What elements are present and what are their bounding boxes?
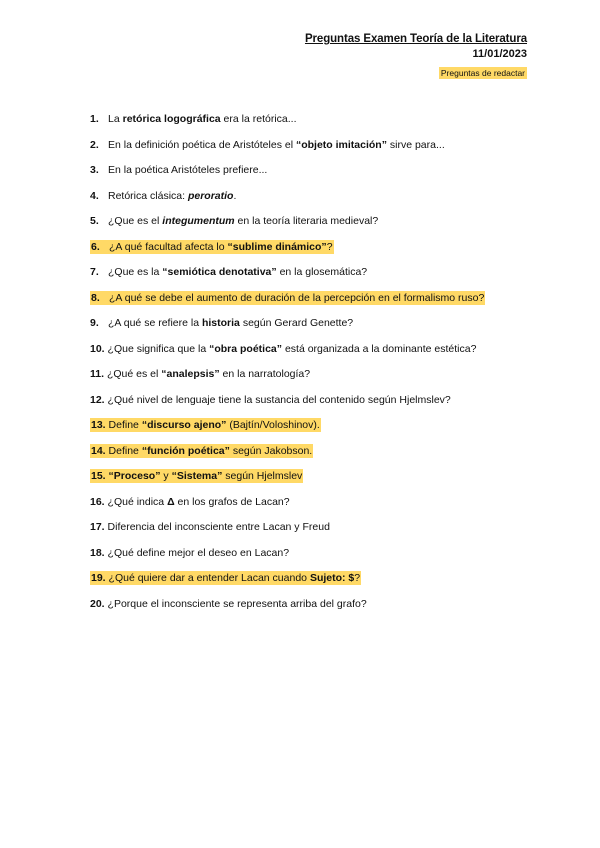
question-number: 19. (91, 572, 106, 584)
question-item (90, 112, 530, 138)
question-number: 10. (90, 342, 105, 355)
question-text: según Hjelmslev (222, 470, 303, 482)
question-content (90, 571, 361, 585)
question-item (90, 495, 530, 521)
question-text: ¿A qué se refiere la (108, 317, 202, 329)
question-text: ? (326, 240, 333, 253)
question-number: 18. (90, 546, 105, 559)
question-content (90, 317, 353, 329)
question-text: ¿Que es la (108, 266, 163, 278)
question-content (90, 139, 445, 151)
question-content (90, 266, 367, 278)
question-text: retórica logográfica (122, 113, 221, 125)
question-number: 14. (91, 444, 106, 457)
question-text: Define (108, 444, 142, 457)
question-content (90, 547, 289, 559)
question-text: Diferencia del inconsciente entre Lacan y Freud (107, 521, 330, 533)
question-text: En la definición poética de Aristóteles el (108, 138, 296, 151)
question-content (90, 444, 313, 458)
question-item (90, 571, 530, 597)
question-number: 17. (90, 521, 105, 533)
question-text: ¿Qué define mejor el deseo en Lacan? (107, 546, 290, 559)
question-text: y (160, 470, 172, 482)
question-text: Δ (167, 495, 175, 508)
question-text: según Gerard Genette? (239, 317, 354, 329)
question-content (90, 215, 378, 227)
question-text: En la poética Aristóteles prefiere... (108, 164, 268, 176)
question-number: 16. (90, 495, 105, 508)
question-item (90, 316, 530, 342)
question-number: 5. (90, 215, 99, 227)
question-number: 12. (90, 393, 105, 406)
question-content (90, 190, 236, 202)
question-number: 13. (91, 419, 106, 431)
question-text: “analepsis” (161, 368, 220, 380)
question-content (90, 469, 303, 483)
question-text: en la narratología? (219, 368, 311, 380)
question-item (90, 367, 530, 393)
question-item (90, 469, 530, 495)
question-item (90, 520, 530, 546)
question-text: ¿Que significa que la (107, 342, 210, 355)
question-number: 6. (91, 240, 100, 253)
question-number: 9. (90, 317, 99, 329)
question-number: 20. (90, 597, 105, 610)
question-item (90, 597, 530, 623)
question-number: 2. (90, 138, 99, 151)
question-text: en los grafos de Lacan? (174, 495, 290, 508)
question-text: “función poética” (141, 444, 230, 457)
question-item (90, 163, 530, 189)
question-text: está organizada a la dominante estética? (282, 342, 477, 355)
question-text: ¿A qué se debe el aumento de duración de la percepción en el formalismo ruso? (109, 291, 485, 304)
question-text: peroratio (187, 189, 234, 202)
question-item (90, 393, 530, 419)
question-number: 8. (91, 291, 100, 304)
question-item (90, 214, 530, 240)
question-text: en la glosemática? (276, 266, 368, 278)
question-text: ¿Qué quiere dar a entender Lacan cuando (108, 572, 310, 584)
question-text: “discurso ajeno” (141, 419, 227, 431)
question-text: ? (354, 572, 361, 584)
question-text: “Proceso” (108, 470, 161, 482)
document-title: Preguntas Examen Teoría de la Literatura (304, 33, 527, 45)
question-content (90, 343, 476, 355)
question-item (90, 138, 530, 164)
question-text: (Bajtín/Voloshinov). (226, 419, 320, 431)
question-text: Sujeto: $ (309, 572, 355, 584)
question-text: ¿Porque el inconsciente se representa arriba del grafo? (107, 597, 367, 610)
question-content (90, 368, 310, 380)
question-text: historia (201, 317, 240, 329)
question-content (90, 240, 334, 254)
document-subtitle: Preguntas de redactar (440, 68, 525, 78)
question-number: 11. (90, 368, 105, 380)
question-number: 1. (90, 113, 99, 125)
question-text: ¿Qué indica (107, 495, 168, 508)
question-text: ¿A qué facultad afecta lo (109, 240, 228, 253)
question-content (90, 418, 321, 432)
question-text: “obra poética” (209, 342, 283, 355)
question-content (90, 598, 367, 610)
question-text: en la teoría literaria medieval? (234, 215, 379, 227)
question-item (90, 291, 530, 317)
question-text: sirve para... (386, 138, 445, 151)
question-text: . (233, 189, 237, 202)
question-number: 7. (90, 266, 99, 278)
document-header (305, 33, 527, 81)
question-number: 15. (91, 470, 106, 482)
question-text: “objeto imitación” (295, 138, 387, 151)
question-list (90, 112, 530, 622)
question-item (90, 189, 530, 215)
question-item (90, 265, 530, 291)
question-content (90, 164, 267, 176)
question-text: La (108, 113, 123, 125)
question-item (90, 342, 530, 368)
question-text: Retórica clásica: (108, 189, 188, 202)
question-text: ¿Qué nivel de lenguaje tiene la sustancia del contenido según Hjelmslev? (107, 393, 451, 406)
question-number: 3. (90, 164, 99, 176)
question-text: “sublime dinámico” (227, 240, 327, 253)
question-content (90, 394, 451, 406)
question-text: era la retórica... (220, 113, 297, 125)
question-text: ¿Qué es el (106, 368, 162, 380)
question-item (90, 240, 530, 266)
question-item (90, 546, 530, 572)
question-text: Define (108, 419, 142, 431)
question-content (90, 496, 290, 508)
question-text: integumentum (162, 215, 235, 227)
question-item (90, 444, 530, 470)
question-text: “semiótica denotativa” (162, 266, 277, 278)
question-item (90, 418, 530, 444)
question-content (90, 521, 330, 533)
question-text: según Jakobson. (229, 444, 313, 457)
question-text: “Sistema” (171, 470, 223, 482)
question-content (90, 113, 297, 125)
question-content (90, 291, 485, 305)
question-text: ¿Que es el (108, 215, 163, 227)
question-number: 4. (90, 189, 99, 202)
document-date: 11/01/2023 (472, 48, 527, 60)
